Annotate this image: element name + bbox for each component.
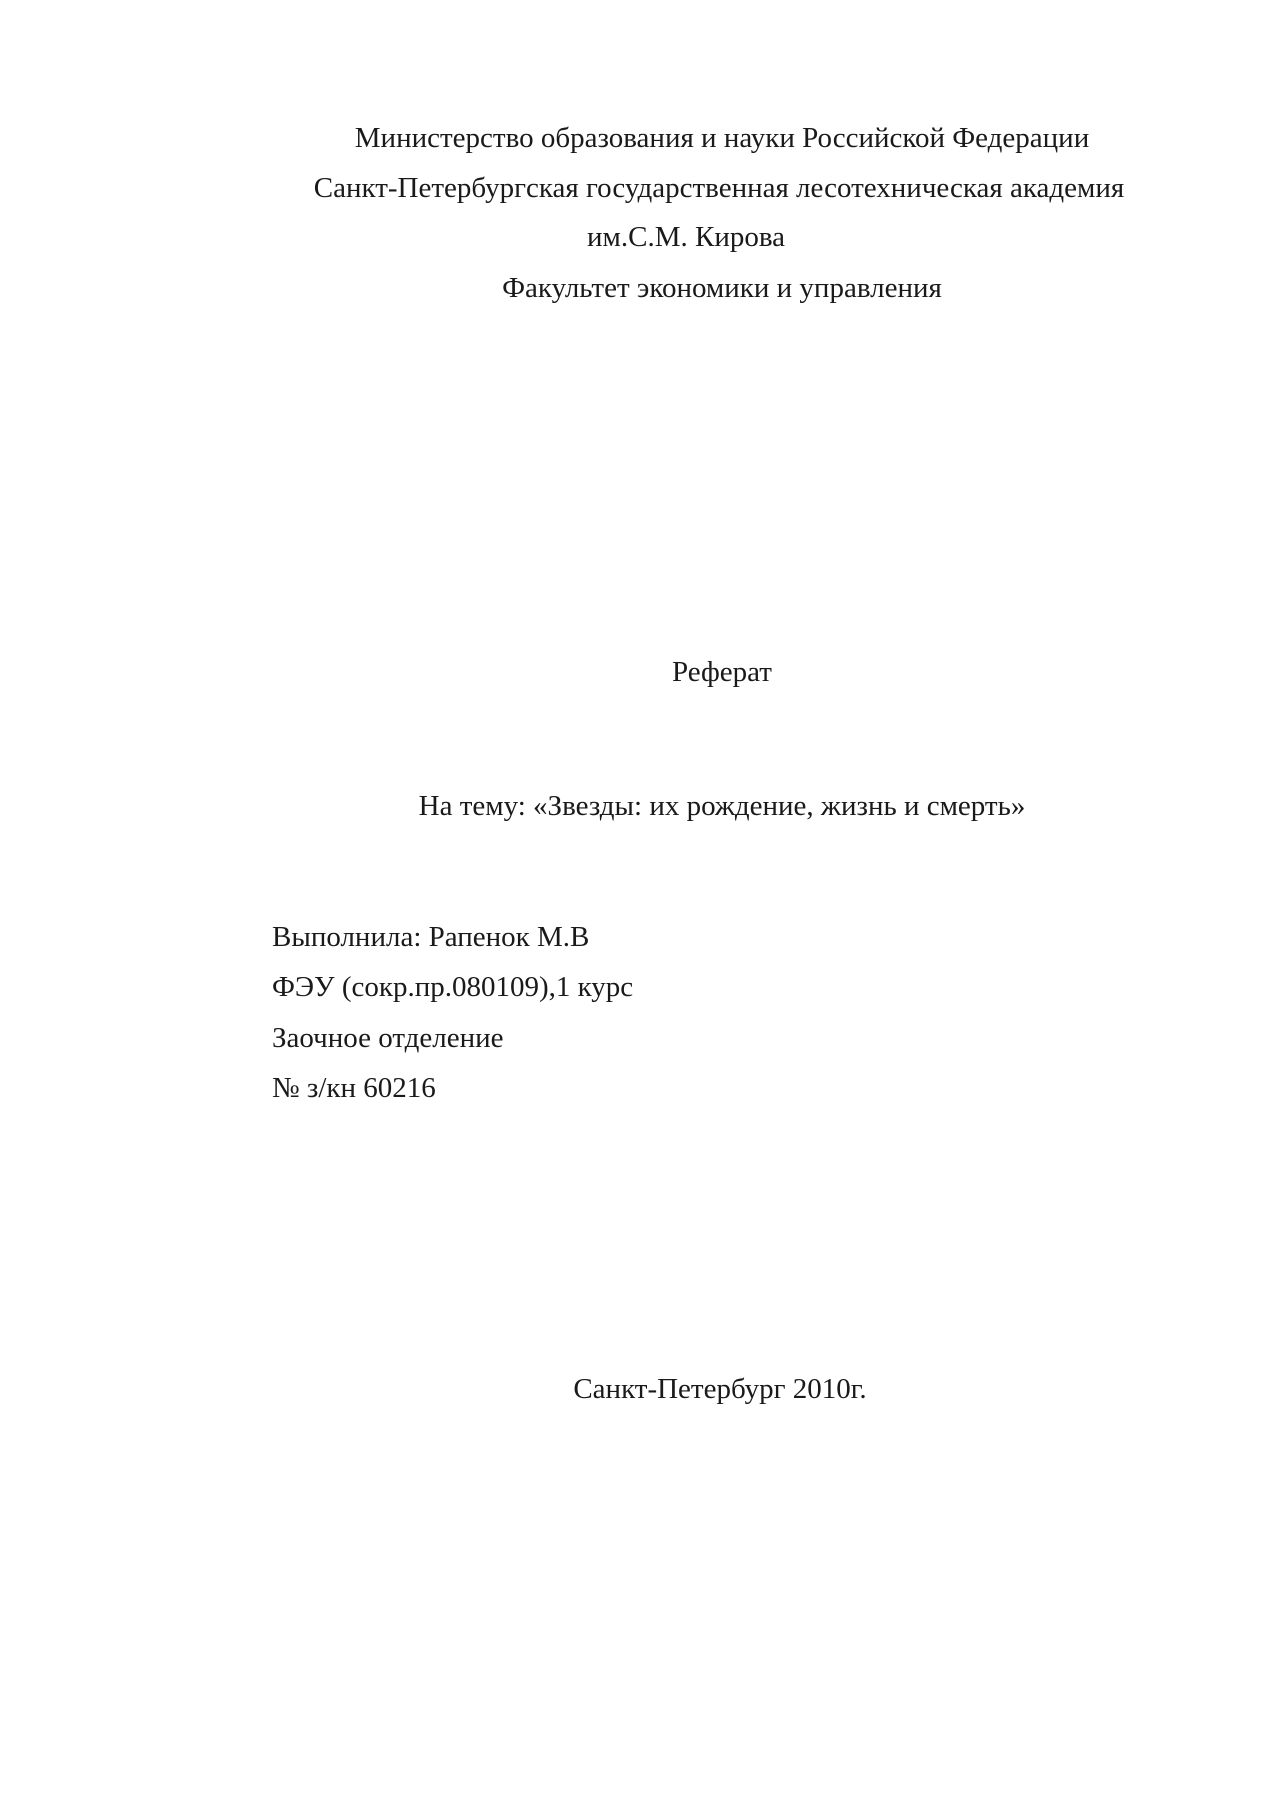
author-performed-by: Выполнила: Рапенок М.В xyxy=(272,921,590,953)
ministry-heading: Министерство образования и науки Российской Федерации xyxy=(354,122,1090,154)
author-record-book: № з/кн 60216 xyxy=(272,1072,436,1104)
document-topic: На тему: «Звезды: их рождение, жизнь и смерть» xyxy=(418,790,1026,822)
footer-city-year: Санкт-Петербург 2010г. xyxy=(573,1373,867,1405)
author-program: ФЭУ (сокр.пр.080109),1 курс xyxy=(272,971,634,1003)
faculty-heading: Факультет экономики и управления xyxy=(502,272,942,304)
author-department: Заочное отделение xyxy=(272,1022,504,1054)
academy-named-after: им.С.М. Кирова xyxy=(586,221,786,253)
document-type-title: Реферат xyxy=(672,656,772,688)
academy-heading: Санкт-Петербургская государственная лесотехническая академия xyxy=(313,172,1125,204)
